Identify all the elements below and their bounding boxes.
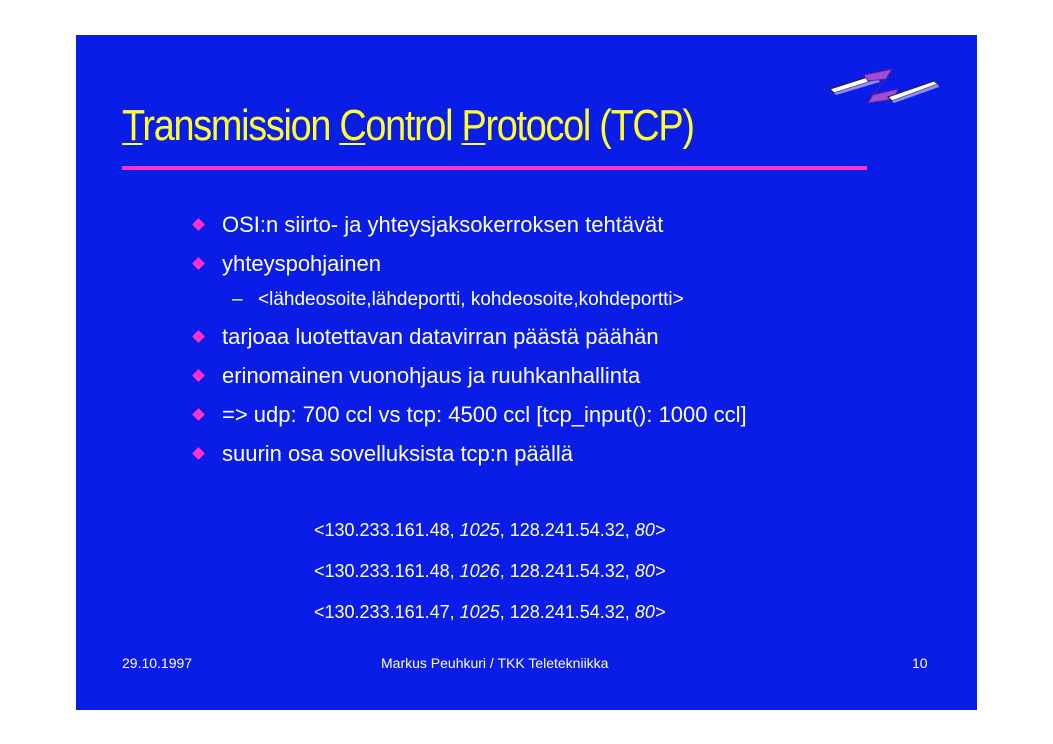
footer-date: 29.10.1997 <box>122 655 193 671</box>
title-part-2: ontrol <box>365 101 462 150</box>
footer-page-number: 10 <box>912 655 928 671</box>
title-divider <box>122 166 867 170</box>
address-tuple-list <box>314 510 665 633</box>
source-port: 1025 <box>459 602 500 622</box>
destination-port: 80> <box>634 561 666 581</box>
title-letter-c: C <box>339 101 366 150</box>
destination-ip: , 128.241.54.32, <box>499 602 635 622</box>
bullet-item <box>192 434 747 473</box>
source-ip: <130.233.161.47, <box>314 602 460 622</box>
bullet-text: erinomainen vuonohjaus ja ruuhkanhallinta <box>222 363 641 388</box>
bullet-text: => udp: 700 ccl vs tcp: 4500 ccl [tcp_input(): 1000 ccl] <box>222 402 747 427</box>
address-tuple <box>314 592 665 633</box>
diamond-bullet-icon <box>192 257 205 270</box>
bullet-text: OSI:n siirto- ja yhteysjaksokerroksen tehtävät <box>222 212 664 237</box>
bullet-item <box>192 356 747 395</box>
sub-bullet-item <box>192 283 747 317</box>
title-part-3: rotocol (TCP) <box>485 101 694 150</box>
bullet-list <box>192 205 747 473</box>
slide <box>76 35 977 710</box>
bullet-item <box>192 205 747 244</box>
address-tuple <box>314 551 665 592</box>
destination-ip: , 128.241.54.32, <box>499 561 635 581</box>
bullet-item <box>192 244 747 283</box>
stylized-z-logo-icon <box>828 65 940 107</box>
bullet-text: tarjoaa luotettavan datavirran päästä päähän <box>222 324 659 349</box>
slide-title <box>122 101 694 151</box>
title-part-1: ransmission <box>142 101 340 150</box>
destination-ip: , 128.241.54.32, <box>499 520 635 540</box>
title-letter-t: T <box>122 101 143 150</box>
destination-port: 80> <box>634 602 666 622</box>
bullet-item <box>192 317 747 356</box>
diamond-bullet-icon <box>192 369 205 382</box>
source-port: 1026 <box>459 561 500 581</box>
footer-author: Markus Peuhkuri / TKK Teletekniikka <box>381 655 609 671</box>
source-ip: <130.233.161.48, <box>314 520 460 540</box>
bullet-item <box>192 395 747 434</box>
bullet-text: suurin osa sovelluksista tcp:n päällä <box>222 441 573 466</box>
diamond-bullet-icon <box>192 447 205 460</box>
destination-port: 80> <box>634 520 666 540</box>
bullet-text: yhteyspohjainen <box>222 251 382 276</box>
address-tuple <box>314 510 665 551</box>
diamond-bullet-icon <box>192 330 205 343</box>
source-port: 1025 <box>459 520 500 540</box>
source-ip: <130.233.161.48, <box>314 561 460 581</box>
diamond-bullet-icon <box>192 408 205 421</box>
title-letter-p: P <box>461 101 486 150</box>
dash-bullet: – <box>232 289 243 310</box>
sub-bullet-text: <lähdeosoite,lähdeportti, kohdeosoite,kohdeportti> <box>258 289 684 310</box>
diamond-bullet-icon <box>192 218 205 231</box>
